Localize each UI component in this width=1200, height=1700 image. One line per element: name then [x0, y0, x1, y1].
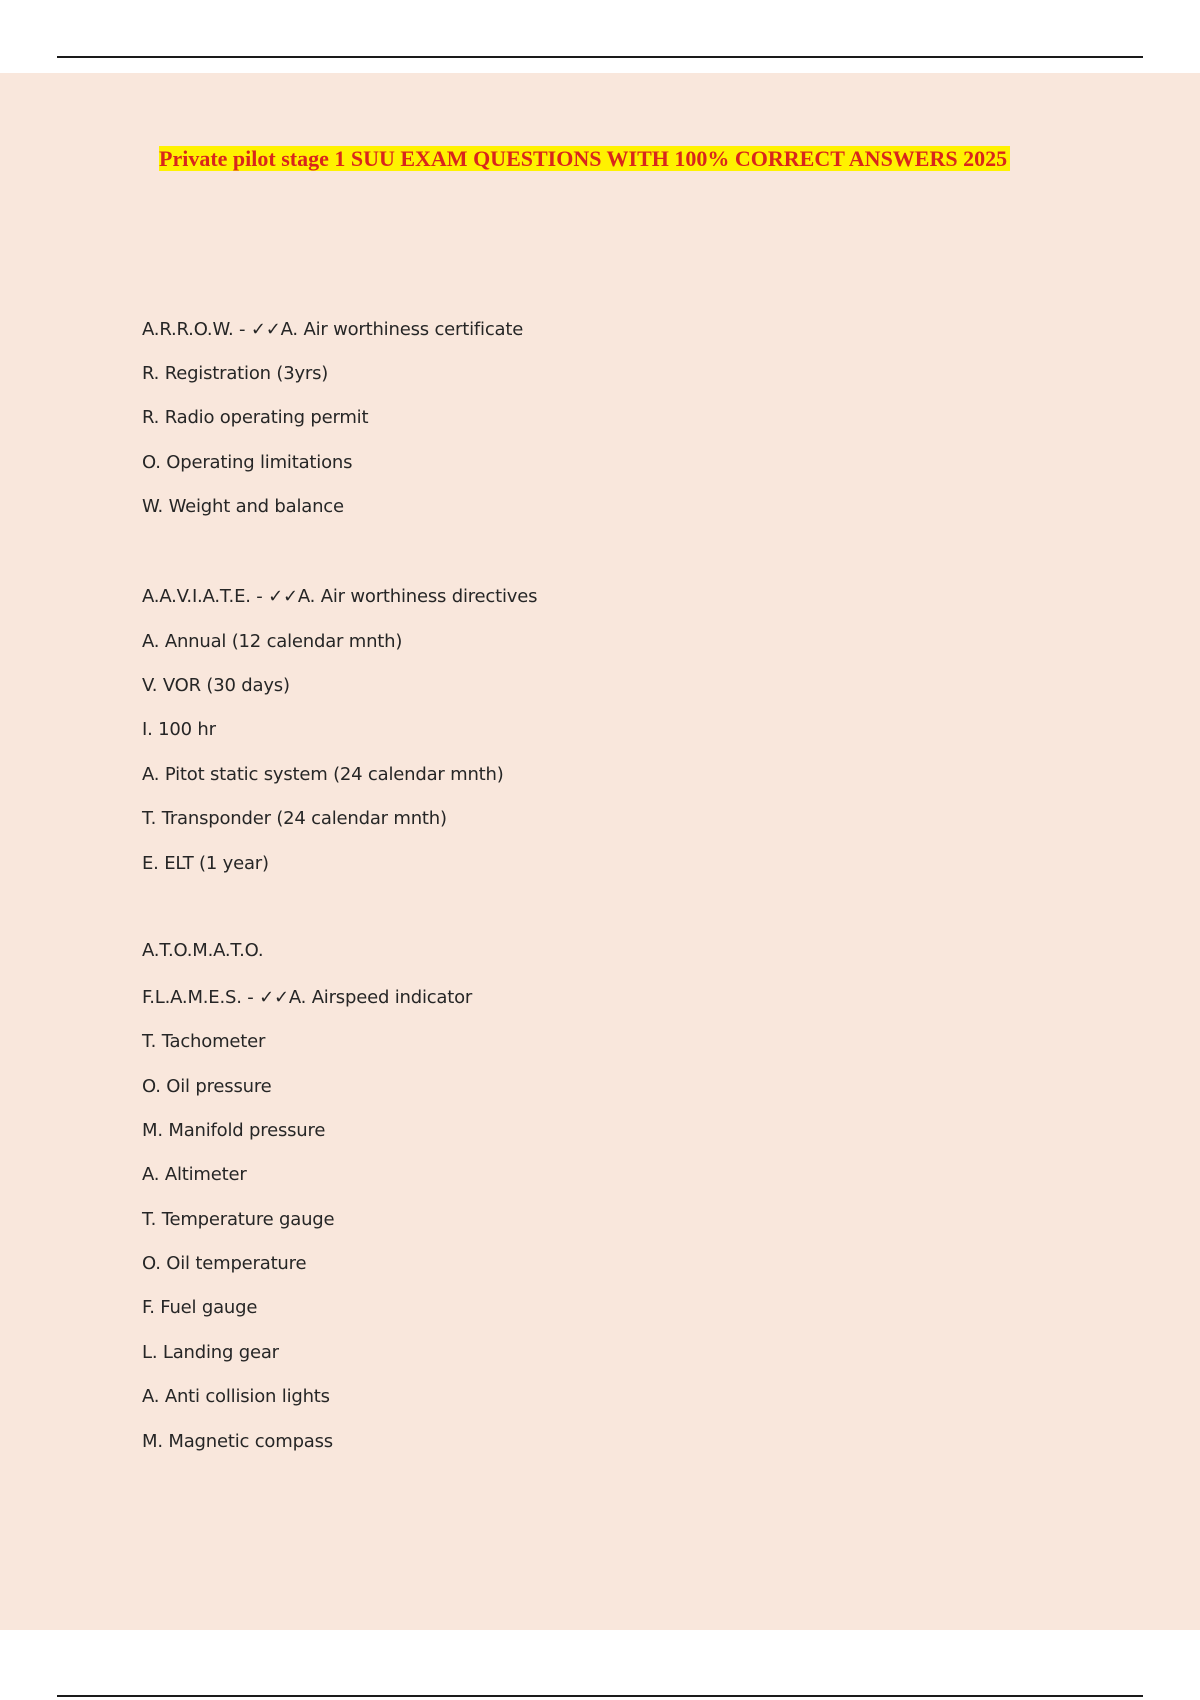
text-line: V. VOR (30 days) [142, 675, 290, 696]
document-title [159, 143, 1039, 174]
text-line: O. Operating limitations [142, 452, 353, 473]
text-line: L. Landing gear [142, 1342, 279, 1363]
text-line: O. Oil pressure [142, 1076, 272, 1097]
text-line: E. ELT (1 year) [142, 853, 269, 874]
text-line: A. Pitot static system (24 calendar mnth) [142, 764, 504, 785]
text-line-flames: F.L.A.M.E.S. - ✓✓A. Airspeed indicator [142, 987, 473, 1008]
text-line-arrow: A.R.R.O.W. - ✓✓A. Air worthiness certificate [142, 319, 524, 340]
text-line: A. Annual (12 calendar mnth) [142, 631, 403, 652]
text-line: A. Altimeter [142, 1164, 247, 1185]
text-line-aaviate: A.A.V.I.A.T.E. - ✓✓A. Air worthiness directives [142, 586, 538, 607]
text-line: M. Manifold pressure [142, 1120, 326, 1141]
text-line: R. Registration (3yrs) [142, 363, 329, 384]
text-line: A. Anti collision lights [142, 1386, 330, 1407]
text-line: I. 100 hr [142, 719, 216, 740]
text-line: F. Fuel gauge [142, 1297, 258, 1318]
text-line: M. Magnetic compass [142, 1431, 333, 1452]
bottom-rule [57, 1695, 1143, 1697]
text-line: T. Transponder (24 calendar mnth) [142, 808, 447, 829]
title-highlight: Private pilot stage 1 SUU EXAM QUESTIONS WITH 100% CORRECT ANSWERS 2025 [159, 146, 1010, 171]
text-line: R. Radio operating permit [142, 407, 369, 428]
text-line: W. Weight and balance [142, 496, 344, 517]
text-line-atomato: A.T.O.M.A.T.O. [142, 940, 264, 961]
text-line: T. Temperature gauge [142, 1209, 335, 1230]
text-line: O. Oil temperature [142, 1253, 307, 1274]
top-rule [57, 56, 1143, 58]
text-line: T. Tachometer [142, 1031, 266, 1052]
